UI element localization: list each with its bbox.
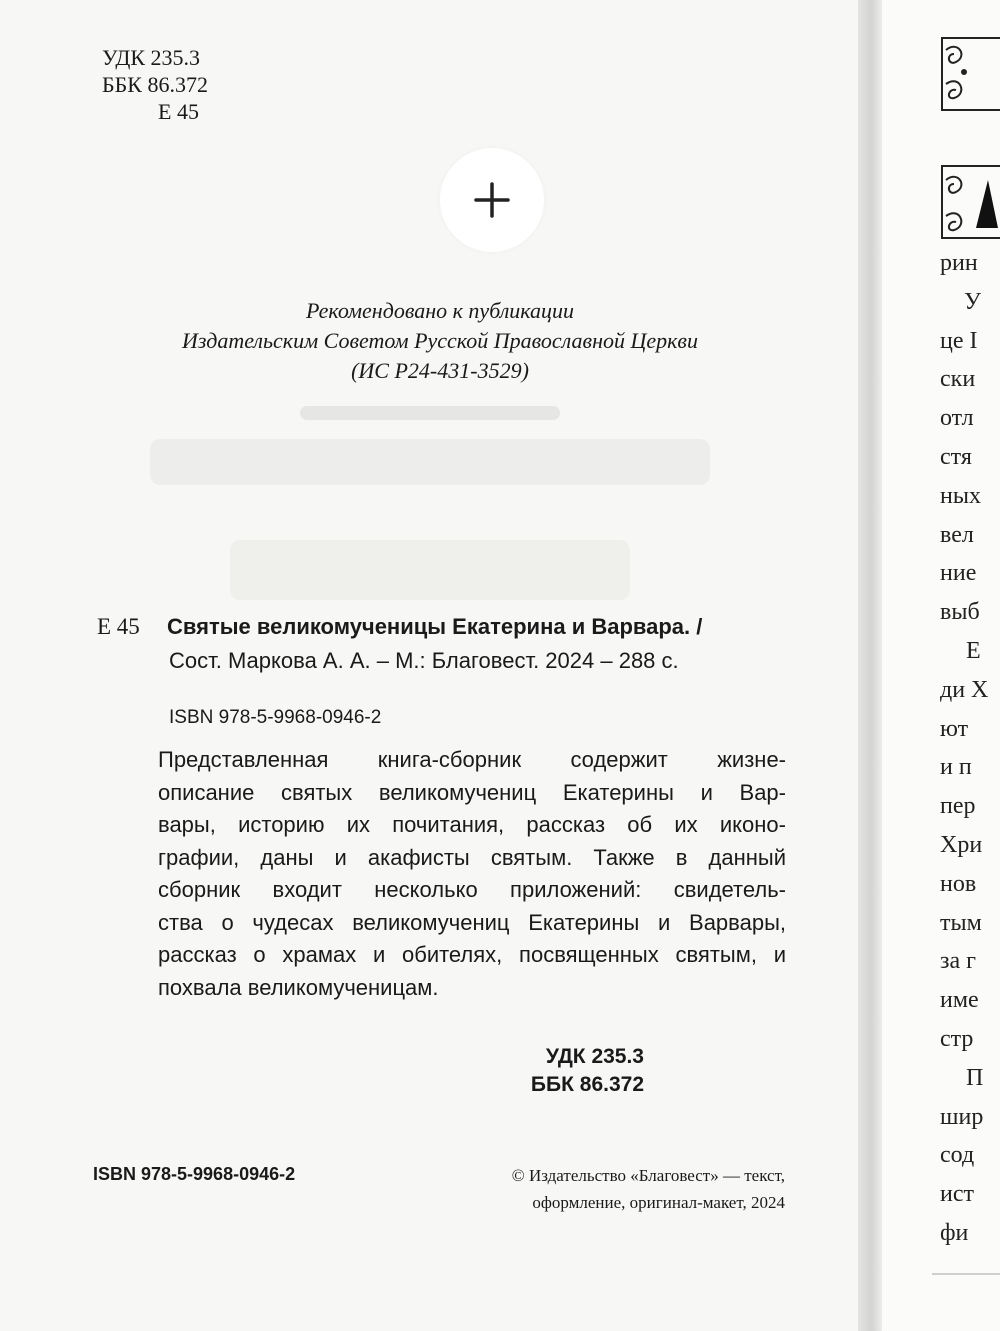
text-fragment: шир [940,1103,984,1130]
text-fragment: Е [966,637,981,664]
right-page [882,0,1000,1331]
udk-top-line: УДК 235.3 [102,45,201,70]
text-fragment: ют [940,715,969,742]
abstract-line: ства о чудесах великомучениц Екатерины и Варвары, [158,909,786,935]
text-fragment: ных [940,482,981,509]
copyright-line: © Издательство «Благовест» — текст, [511,1166,785,1185]
text-fragment: сод [940,1142,975,1169]
copyright-line: оформление, оригинал-макет, 2024 [532,1193,785,1212]
text-fragment: выб [940,599,980,626]
text-fragment: пер [940,793,976,820]
recommendation-block [80,296,800,386]
text-fragment: стя [940,443,972,470]
recommendation-line: Издательским Советом Русской Православной Церкви [182,328,698,353]
text-fragment: нов [940,870,977,897]
text-fragment: ист [940,1181,974,1208]
udk-bottom-line: УДК 235.3 [545,1045,644,1068]
text-fragment: ние [940,560,977,587]
text-fragment: име [940,987,979,1014]
bbk-bottom-line: ББК 86.372 [530,1073,644,1096]
abstract [158,744,786,1004]
text-fragment: П [966,1064,984,1091]
text-fragment: тым [940,909,982,936]
zoom-in-button[interactable] [440,148,544,252]
abstract-line: сборник входит несколько приложений: свидетель- [158,877,786,902]
show-through-shape [120,380,740,420]
recommendation-line: Рекомендовано к публикации [305,298,575,323]
compiler-line: Сост. Маркова А. А. – М.: Благовест. 2024 – 288 с. [169,648,679,673]
udk-top-block [102,44,208,125]
show-through-shape [120,415,740,485]
copyright-block [465,1162,785,1216]
text-fragment: Хри [940,831,983,858]
bbk-top-line: ББК 86.372 [102,72,208,97]
abstract-line: графии, даны и акафисты святым. Также в данный [158,844,786,870]
abstract-line: Представленная книга-сборник содержит жизне- [158,747,786,772]
code-top-line: Е 45 [158,99,199,124]
text-fragment: и п [940,754,972,781]
entry-isbn: ISBN 978-5-9968-0946-2 [169,707,382,728]
text-fragment: вел [940,521,974,548]
abstract-line: похвала великомученицам. [158,974,439,1000]
plus-icon [472,180,512,220]
text-fragment: рин [940,250,978,276]
book-gutter [858,0,882,1331]
abstract-line: рассказ о храмах и обителях, посвященных святым, и [158,942,786,967]
text-fragment: фи [940,1219,969,1246]
text-fragment: ски [940,366,976,393]
drop-cap-ornament-icon [938,162,1000,242]
udk-bottom-block [531,1043,644,1099]
recommendation-line: (ИС Р24-431-3529) [351,358,529,383]
book-title: Святые великомученицы Екатерина и Варвара. / [167,614,703,639]
entry-code: Е 45 [97,614,140,639]
text-fragment: за г [940,948,976,975]
text-fragment: ди Х [940,676,989,703]
text-fragment: У [964,288,981,315]
ornament-icon [938,34,1000,114]
show-through-shape [120,520,740,600]
abstract-line: описание святых великомучениц Екатерины и Вар- [158,779,786,805]
isbn-bottom: ISBN 978-5-9968-0946-2 [93,1164,296,1184]
right-page-text [940,244,988,1253]
text-fragment: отл [940,405,974,432]
text-fragment: стр [940,1025,974,1052]
footnote-divider [932,1273,1000,1275]
abstract-line: вары, историю их почитания, рассказ об их иконо- [158,812,786,837]
text-fragment: це I [940,327,978,354]
